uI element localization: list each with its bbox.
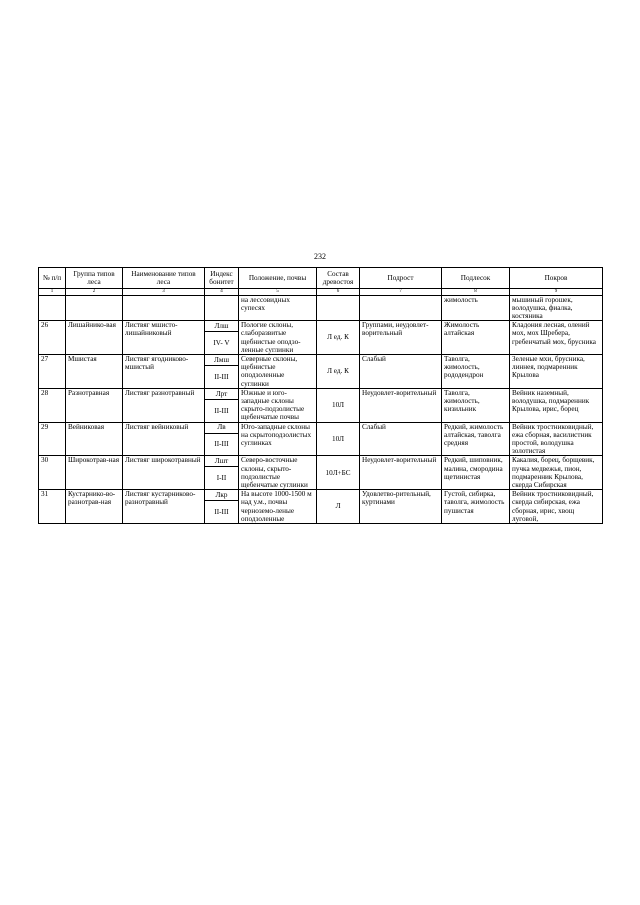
continuation-soil: на лессовидных супесях [239,295,317,321]
header-row [39,268,603,289]
cell-name: Листвяг вейниковый [123,422,205,456]
column-number: 8 [442,289,510,296]
column-number: 3 [123,289,205,296]
header-index: Индекс бонитет [205,268,239,289]
cell-cover: Кладония лесная, олений мох, мох Шребера, гребенчатый мох, брусника [510,321,603,355]
cell-empty [39,295,66,321]
cell-undergrowth: Удовлетво-рительный, куртинами [360,490,442,524]
cell-group: Кустарнико-во-разнотрав-ная [66,490,123,524]
header-soil: Положение, почвы [239,268,317,289]
cell-index: Ллш [205,321,239,332]
cell-composition: 10Л [317,388,360,422]
cell-shrubs: Редкий, шиповник, малина, смородина щетинистая [442,456,510,490]
cell-group: Разнотравная [66,388,123,422]
cell-cover: Какалия, борец, борщевик, пучка медвежья, пион, подмаренник Крылова, скерда Сибирская [510,456,603,490]
header-undergrowth: Подрост [360,268,442,289]
cell-undergrowth: Неудовлет-ворительный [360,456,442,490]
cell-empty [66,295,123,321]
cell-composition: 10Л+БС [317,456,360,490]
cell-num: 26 [39,321,66,355]
cell-num: 29 [39,422,66,456]
continuation-shrubs: жимолость [442,295,510,321]
header-num: № п/п [39,268,66,289]
table-row [39,490,603,501]
cell-cover: Зеленые мхи, брусника, линнея, подмаренник Крылова [510,354,603,388]
page-number: 232 [314,252,326,261]
column-number: 2 [66,289,123,296]
table-body [39,268,603,524]
cell-shrubs: Жимолость алтайская [442,321,510,355]
cell-undergrowth: Слабый [360,422,442,456]
cell-cover: Вейник тростниковидный, ежа сборная, василистник простой, володушка золотистая [510,422,603,456]
cell-bonitet: II-III [205,501,239,524]
cell-index: Лв [205,422,239,433]
cell-undergrowth: Группами, неудовлет-ворительный [360,321,442,355]
cell-cover: Вейник наземный, володушка, подмаренник Крылова, ирис, борец [510,388,603,422]
cell-composition: Л [317,490,360,524]
cell-shrubs: Густой, сибирка, таволга, жимолость пушистая [442,490,510,524]
cell-name: Листвяг разнотравный [123,388,205,422]
cell-empty [317,295,360,321]
table-row [39,388,603,399]
cell-index: Лмш [205,354,239,365]
cell-shrubs: Редкий, жимолость алтайская, таволга средняя [442,422,510,456]
cell-index: Лшт [205,456,239,467]
cell-undergrowth: Слабый [360,354,442,388]
cell-group: Мшистая [66,354,123,388]
table-row [39,354,603,365]
continuation-row [39,295,603,321]
cell-name: Листвяг мшисто-лишайниковый [123,321,205,355]
cell-group: Широкотрав-ная [66,456,123,490]
cell-index: Лкр [205,490,239,501]
header-group: Группа типов леса [66,268,123,289]
cell-bonitet: II-III [205,433,239,456]
header-cover: Покров [510,268,603,289]
cell-empty [123,295,205,321]
continuation-cover: мышиный горошек, володушка, фиалка, костяника [510,295,603,321]
cell-soil: Пологие склоны, слаборазвитые щебнистые оподзо-ленные суглинки [239,321,317,355]
cell-composition: 10Л [317,422,360,456]
column-number: 7 [360,289,442,296]
column-number: 1 [39,289,66,296]
cell-empty [205,295,239,321]
cell-group: Вейниковая [66,422,123,456]
cell-undergrowth: Неудовлет-ворительный [360,388,442,422]
cell-soil: Южные и юго-западные склоны скрыто-подзолистые щебенчатые почвы [239,388,317,422]
header-composition: Состав древостоя [317,268,360,289]
cell-shrubs: Таволга, жимолость, кизильник [442,388,510,422]
cell-group: Лишайнико-вая [66,321,123,355]
column-number: 5 [239,289,317,296]
cell-bonitet: II-III [205,399,239,422]
cell-soil: Северо-восточные склоны, скрыто-подзолистые щебенчатые суглинки [239,456,317,490]
cell-index: Лрт [205,388,239,399]
cell-name: Листвяг кустарниково-разнотравный [123,490,205,524]
column-number: 4 [205,289,239,296]
cell-composition: Л ед. К [317,321,360,355]
cell-cover: Вейник тростниковидный, скерда сибирская, ежа сборная, ирис, хвощ луговой, [510,490,603,524]
cell-num: 27 [39,354,66,388]
forest-types-table [38,267,603,524]
cell-empty [360,295,442,321]
cell-bonitet: I-II [205,467,239,490]
column-number: 9 [510,289,603,296]
table-row [39,321,603,332]
cell-composition: Л ед. К [317,354,360,388]
cell-soil: Юго-западные склоны на скрытоподзолистых суглинках [239,422,317,456]
header-name: Наименование типов леса [123,268,205,289]
column-number: 6 [317,289,360,296]
cell-shrubs: Таволга, жимолость, рододендрон [442,354,510,388]
cell-name: Листвяг ягодниково-мшистый [123,354,205,388]
table-row [39,456,603,467]
table-row [39,422,603,433]
cell-name: Листвяг широкотравный [123,456,205,490]
cell-bonitet: II-III [205,365,239,388]
cell-num: 31 [39,490,66,524]
cell-num: 30 [39,456,66,490]
cell-bonitet: IV- V [205,332,239,355]
cell-soil: Северные склоны, щебнистые оподзоленные суглинки [239,354,317,388]
cell-soil: На высоте 1000-1500 м над у.м., почвы черноземо-леные оподзоленные [239,490,317,524]
header-shrubs: Подлесок [442,268,510,289]
cell-num: 28 [39,388,66,422]
